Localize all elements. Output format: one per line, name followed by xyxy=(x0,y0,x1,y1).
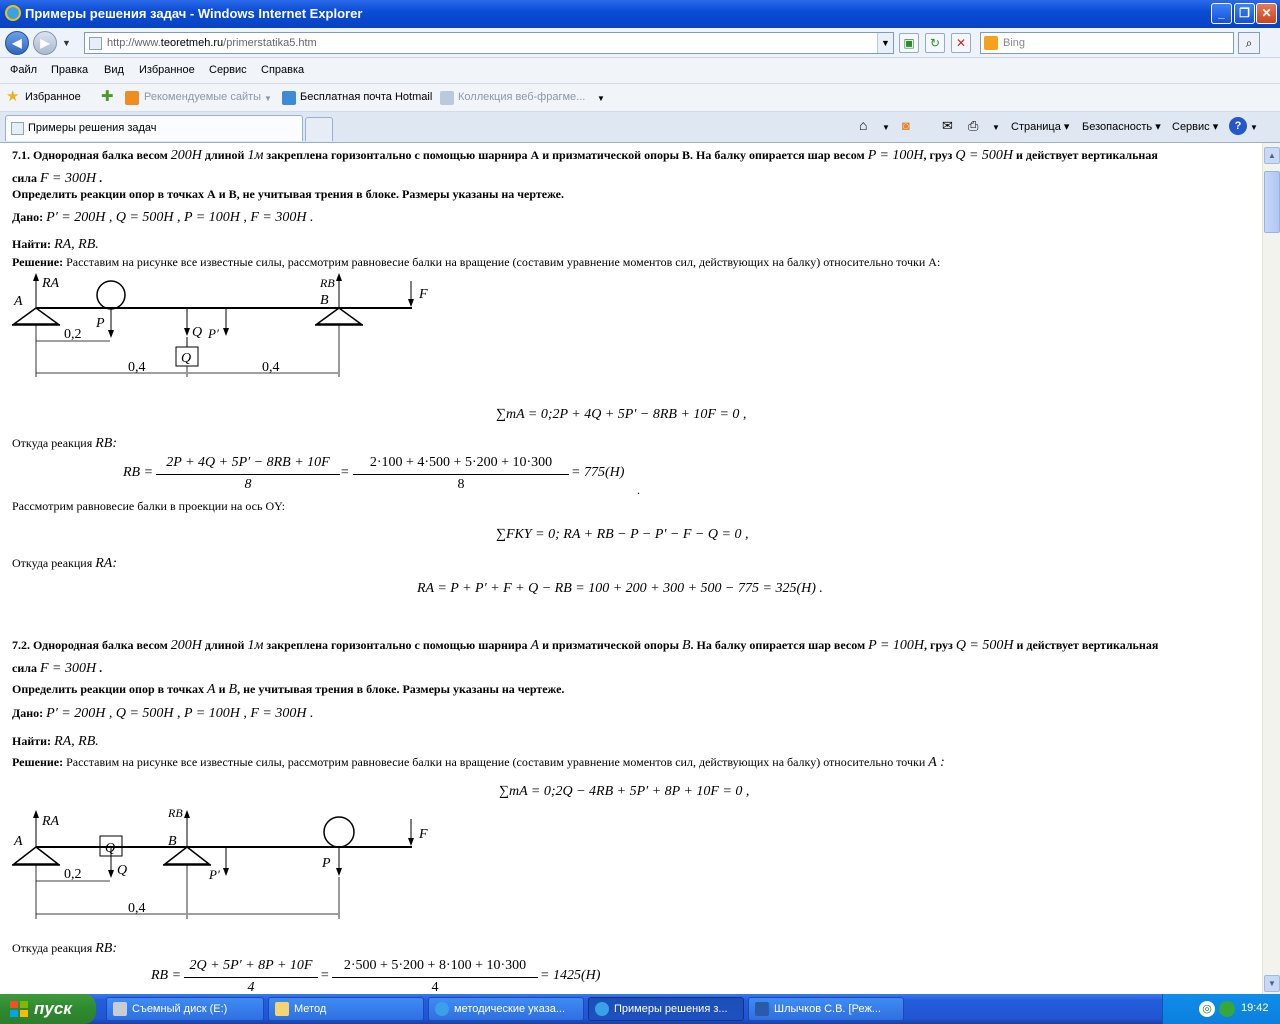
add-favorite-icon[interactable]: ✚ xyxy=(101,88,114,105)
fraction-line xyxy=(332,977,538,978)
text: 7.2. Однородная балка весом xyxy=(12,638,168,652)
problem1-oy-text: Рассмотрим равновесие балки в проекции на ось ОY: xyxy=(12,499,286,513)
f-arrowhead xyxy=(408,299,414,307)
solution-label: Решение: xyxy=(12,255,64,269)
text: Определить реакции опор в точках xyxy=(12,682,205,696)
label-p: P xyxy=(96,316,105,331)
ie-icon xyxy=(435,1002,449,1016)
problem2-moment-equation: ∑mA = 0;2Q − 4RB + 5P′ + 8P + 10F = 0 , xyxy=(499,784,750,799)
close-button[interactable]: ✕ xyxy=(1256,3,1277,24)
start-button[interactable] xyxy=(0,994,96,1024)
label-f: F xyxy=(419,827,428,842)
problem2-find xyxy=(12,734,99,750)
label-box: Q xyxy=(181,351,192,366)
window-title: Примеры решения задач - Windows Internet Explorer xyxy=(25,6,363,21)
problem2-reaction-rb-label xyxy=(12,941,117,957)
label-a: A xyxy=(14,834,23,849)
find-values: RA, RB. xyxy=(54,237,99,252)
text: закреплена горизонтально с помощью шарнира А и призматической опоры В. На балку опирается шар весом xyxy=(266,148,865,162)
maximize-button[interactable]: ❐ xyxy=(1234,3,1255,24)
menu-help[interactable]: Справка xyxy=(261,64,305,76)
problem1-statement-line1 xyxy=(12,148,1158,164)
problem2-statement-line2 xyxy=(12,661,102,677)
text: 7.1. Однородная балка весом xyxy=(12,148,168,162)
tab-page-icon xyxy=(11,122,24,135)
problem2-beam-diagram xyxy=(0,803,460,929)
mail-icon[interactable]: ✉ xyxy=(942,118,953,133)
text: длиной xyxy=(204,638,245,652)
problem2-determine xyxy=(12,682,564,698)
pp-arrowhead xyxy=(223,328,229,336)
text: , груз xyxy=(923,148,953,162)
problem1-determine: Определить реакции опор в точках А и В, не учитывая трения в блоке. Размеры указаны на чертеже. xyxy=(12,187,564,201)
dim-04-right: 0,4 xyxy=(262,360,280,375)
problem2-rb-equals: = xyxy=(320,968,330,983)
math: B xyxy=(681,638,691,653)
search-placeholder: Bing xyxy=(1003,37,1026,49)
label-f: F xyxy=(419,287,428,302)
label-a: A xyxy=(14,294,23,309)
tab-active[interactable] xyxy=(5,115,303,141)
clock[interactable]: 19:42 xyxy=(1241,1002,1269,1014)
p-arrowhead xyxy=(108,330,114,338)
menu-edit[interactable]: Правка xyxy=(51,64,89,76)
given-values: P′ = 200Н , Q = 500Н , P = 100Н , F = 300Н . xyxy=(46,706,314,721)
math: B xyxy=(228,682,238,697)
text: длиной xyxy=(204,148,245,162)
math: RB: xyxy=(95,436,118,451)
dim-02: 0,2 xyxy=(64,327,82,342)
url-path: /primerstatika5.htm xyxy=(223,37,317,49)
new-tab-button[interactable] xyxy=(305,117,333,141)
solution-text: Расставим на рисунке все известные силы, рассмотрим равновесие балки на вращение (составим уравнение моментов сил, действующих на балку) относительно точки А: xyxy=(66,255,941,269)
web-slice-gallery-link[interactable]: Коллекция веб-фрагме... xyxy=(458,91,586,103)
task-ie-methodical[interactable] xyxy=(428,997,584,1021)
home-icon[interactable]: ⌂ xyxy=(859,117,868,133)
label-pp: P′ xyxy=(208,326,219,341)
problem1-statement-line2 xyxy=(12,171,102,187)
hinge-support-a xyxy=(14,308,58,324)
fraction-line xyxy=(156,474,340,475)
math: RB: xyxy=(95,941,118,956)
math: F = 300Н xyxy=(39,171,97,186)
menu-view[interactable]: Вид xyxy=(104,64,124,76)
roller-support-b xyxy=(165,847,209,864)
math: A xyxy=(207,682,216,697)
text: . На балку опирается шар весом xyxy=(690,638,866,652)
problem1-find xyxy=(12,237,99,253)
problem1-rb-num2: 2·100 + 4·500 + 5·200 + 10·300 xyxy=(369,455,553,470)
math: 1м xyxy=(247,148,264,163)
problem1-given xyxy=(12,210,313,226)
bing-icon xyxy=(984,36,998,50)
given-values: P′ = 200Н , Q = 500Н , P = 100Н , F = 300Н . xyxy=(46,210,314,225)
problem1-beam-diagram xyxy=(0,271,460,383)
problem2-rb-result: = 1425(Н) xyxy=(540,968,601,983)
p-arrowhead xyxy=(336,868,342,876)
math: P = 100Н xyxy=(867,148,924,163)
problem1-rb-equals: = xyxy=(340,465,350,480)
given-label: Дано: xyxy=(12,706,44,720)
problem1-oy-equation: ∑FKY = 0; RA + RB − P − P′ − F − Q = 0 , xyxy=(496,527,749,542)
text: . xyxy=(99,171,103,185)
problem2-given xyxy=(12,706,313,722)
task-ie-examples[interactable] xyxy=(588,997,744,1021)
dim-04: 0,4 xyxy=(128,901,146,916)
trailing-dot: . xyxy=(637,483,640,497)
history-dropdown-icon[interactable]: ▼ xyxy=(62,38,71,48)
network-icon[interactable]: ◎ xyxy=(1199,1001,1215,1017)
problem1-ra-equation: RA = P + P′ + F + Q − RB = 100 + 200 + 300 + 500 − 775 = 325(Н) . xyxy=(417,581,823,596)
title-bar xyxy=(0,0,1280,28)
label-ra: RA xyxy=(42,276,60,291)
label-p: P xyxy=(322,856,331,871)
security-menu[interactable]: Безопасность ▾ xyxy=(1082,121,1161,133)
hotmail-link[interactable]: Бесплатная почта Hotmail xyxy=(300,91,433,103)
math: A xyxy=(530,638,540,653)
problem1-rb-den2: 8 xyxy=(457,477,465,492)
q-arrowhead xyxy=(184,328,190,336)
task-label: Шлычков С.В. [Реж... xyxy=(774,1003,881,1015)
menu-bar xyxy=(0,58,1280,84)
roller-support-b xyxy=(317,308,361,324)
scroll-down-button[interactable]: ▼ xyxy=(1264,975,1280,992)
menu-tools[interactable]: Сервис xyxy=(209,64,247,76)
label-q: Q xyxy=(192,325,203,340)
task-word-document[interactable] xyxy=(748,997,904,1021)
text: и призматической опоры xyxy=(542,638,679,652)
scroll-thumb[interactable] xyxy=(1264,171,1280,233)
problem2-statement-line1 xyxy=(12,638,1158,654)
url-prefix: http://www. xyxy=(107,37,161,49)
task-label: Метод xyxy=(294,1003,327,1015)
tools-menu[interactable]: Сервис ▾ xyxy=(1172,121,1219,133)
math: RA: xyxy=(95,556,118,571)
f-arrowhead xyxy=(408,838,414,846)
stop-icon[interactable]: ✕ xyxy=(951,33,971,53)
find-values: RA, RB. xyxy=(54,734,99,749)
system-tray xyxy=(1162,994,1280,1024)
text: и xyxy=(218,682,226,696)
given-label: Дано: xyxy=(12,210,44,224)
drive-icon xyxy=(113,1002,127,1016)
text: Откуда реакция xyxy=(12,941,93,955)
find-label: Найти: xyxy=(12,237,52,251)
page-menu[interactable]: Страница ▾ xyxy=(1011,121,1070,133)
suggested-sites-dropdown-icon[interactable]: ▼ xyxy=(264,94,272,103)
label-rb: RB xyxy=(168,806,183,820)
problem1-reaction-ra-label xyxy=(12,556,117,572)
forward-button[interactable]: ▶ xyxy=(33,31,57,55)
task-removable-disk[interactable] xyxy=(106,997,264,1021)
address-dropdown-icon[interactable]: ▼ xyxy=(877,33,893,53)
task-label: Примеры решения з... xyxy=(614,1003,728,1015)
label-b: B xyxy=(320,293,329,308)
hinge-support-a xyxy=(14,847,58,864)
taskbar xyxy=(0,994,1280,1024)
tab-title: Примеры решения задач xyxy=(28,122,157,134)
text: , груз xyxy=(924,638,953,652)
problem1-reaction-rb-label xyxy=(12,436,117,452)
url-domain: teoretmeh.ru xyxy=(160,37,224,49)
math: Q = 500Н xyxy=(955,638,1014,653)
problem1-rb-num1: 2P + 4Q + 5P′ − 8RB + 10F xyxy=(166,455,330,470)
q-arrowhead xyxy=(108,870,114,878)
label-rb: RB xyxy=(320,276,335,290)
solution-text: Расставим на рисунке все известные силы, рассмотрим равновесие балки на вращение (составим уравнение моментов сил, действующих на балку) относительно точки xyxy=(66,755,926,769)
scroll-up-button[interactable]: ▲ xyxy=(1264,147,1280,164)
vertical-scrollbar[interactable] xyxy=(1262,143,1280,994)
math: F = 300Н xyxy=(39,661,97,676)
tools-menu-label: Сервис xyxy=(1172,121,1210,133)
problem2-rb-den1: 4 xyxy=(247,980,255,994)
problem2-rb-num1: 2Q + 5P′ + 8P + 10F xyxy=(189,958,313,973)
math: Q = 500Н xyxy=(955,148,1014,163)
ball xyxy=(324,817,354,847)
dim-02: 0,2 xyxy=(64,867,82,882)
text: сила xyxy=(12,171,37,185)
problem1-rb-lhs: RB = xyxy=(123,465,154,480)
help-icon[interactable]: ? xyxy=(1229,117,1247,135)
feeds-icon[interactable]: ◙ xyxy=(902,118,910,133)
text: Откуда реакция xyxy=(12,436,93,450)
ra-arrowhead xyxy=(33,810,39,818)
problem1-rb-result: = 775(Н) xyxy=(571,465,625,480)
text: , не учитывая трения в блоке. Размеры указаны на чертеже. xyxy=(237,682,565,696)
hotmail-icon xyxy=(282,91,296,105)
text: закреплена горизонтально с помощью шарнира xyxy=(266,638,528,652)
ie-logo-icon xyxy=(5,5,21,21)
compatibility-view-icon[interactable]: ▣ xyxy=(899,33,919,53)
security-menu-label: Безопасность xyxy=(1082,121,1153,133)
security-tray-icon[interactable] xyxy=(1219,1001,1235,1017)
suggested-sites-icon xyxy=(125,91,139,105)
fraction-line xyxy=(353,474,569,475)
favorites-bar xyxy=(0,84,1280,112)
word-icon xyxy=(755,1002,769,1016)
task-folder-method[interactable] xyxy=(268,997,424,1021)
rb-arrowhead xyxy=(336,273,342,281)
label-q: Q xyxy=(117,863,128,878)
find-label: Найти: xyxy=(12,734,52,748)
folder-icon xyxy=(275,1002,289,1016)
task-label: методические указа... xyxy=(454,1003,566,1015)
text: и действует вертикальная xyxy=(1016,148,1158,162)
search-box[interactable] xyxy=(980,32,1234,54)
menu-favorites[interactable]: Избранное xyxy=(139,64,195,76)
home-dropdown-icon[interactable]: ▼ xyxy=(882,123,890,132)
text: и действует вертикальная xyxy=(1016,638,1159,652)
ball xyxy=(97,281,125,309)
back-button[interactable]: ◀ xyxy=(5,31,29,55)
rb-arrowhead xyxy=(184,810,190,818)
page-content xyxy=(0,143,1262,994)
web-slice-icon xyxy=(440,91,454,105)
math: A : xyxy=(928,755,945,770)
text: Откуда реакция xyxy=(12,556,93,570)
label-box: Q xyxy=(105,841,116,856)
fraction-line xyxy=(184,977,318,978)
start-label: пуск xyxy=(34,999,72,1018)
search-icon[interactable]: ⌕ xyxy=(1238,32,1260,54)
task-label: Съемный диск (E:) xyxy=(132,1003,228,1015)
web-slice-dropdown-icon[interactable]: ▼ xyxy=(597,94,605,103)
pp-arrowhead xyxy=(223,868,229,876)
dim-04-left: 0,4 xyxy=(128,360,146,375)
address-bar[interactable] xyxy=(84,32,894,54)
problem2-rb-lhs: RB = xyxy=(151,968,182,983)
refresh-icon[interactable]: ↻ xyxy=(925,33,945,53)
page-menu-label: Страница xyxy=(1011,121,1061,133)
problem1-rb-den1: 8 xyxy=(244,477,252,492)
page-icon xyxy=(89,37,102,50)
problem2-rb-den2: 4 xyxy=(431,980,439,994)
ra-arrowhead xyxy=(33,273,39,281)
help-dropdown-icon[interactable]: ▼ xyxy=(1250,123,1258,132)
url-text[interactable] xyxy=(107,37,317,49)
math: P = 100Н xyxy=(868,638,925,653)
ie-icon xyxy=(595,1002,609,1016)
print-dropdown-icon[interactable]: ▼ xyxy=(992,123,1000,132)
solution-label: Решение: xyxy=(12,755,64,769)
label-b: B xyxy=(168,834,177,849)
problem2-rb-num2: 2·500 + 5·200 + 8·100 + 10·300 xyxy=(343,958,527,973)
text: . xyxy=(99,661,103,675)
problem1-solution xyxy=(12,255,940,270)
windows-flag-icon xyxy=(10,1001,28,1017)
address-row xyxy=(0,28,1280,58)
suggested-sites-link[interactable]: Рекомендуемые сайты xyxy=(144,91,262,103)
text: сила xyxy=(12,661,37,675)
label-ra: RA xyxy=(42,814,60,829)
favorites-button[interactable]: Избранное xyxy=(25,91,81,103)
math: 1м xyxy=(247,638,264,653)
label-pp: P′ xyxy=(209,867,220,882)
minimize-button[interactable]: _ xyxy=(1211,3,1232,24)
print-icon[interactable]: ⎙ xyxy=(968,118,979,133)
favorites-star-icon[interactable]: ★ xyxy=(6,88,20,105)
math: 200Н xyxy=(170,148,202,163)
problem2-solution xyxy=(12,755,945,771)
problem1-moment-equation: ∑mA = 0;2P + 4Q + 5P′ − 8RB + 10F = 0 , xyxy=(496,407,747,422)
menu-file[interactable]: Файл xyxy=(10,64,38,76)
tab-row xyxy=(0,112,1280,143)
math: 200Н xyxy=(170,638,202,653)
